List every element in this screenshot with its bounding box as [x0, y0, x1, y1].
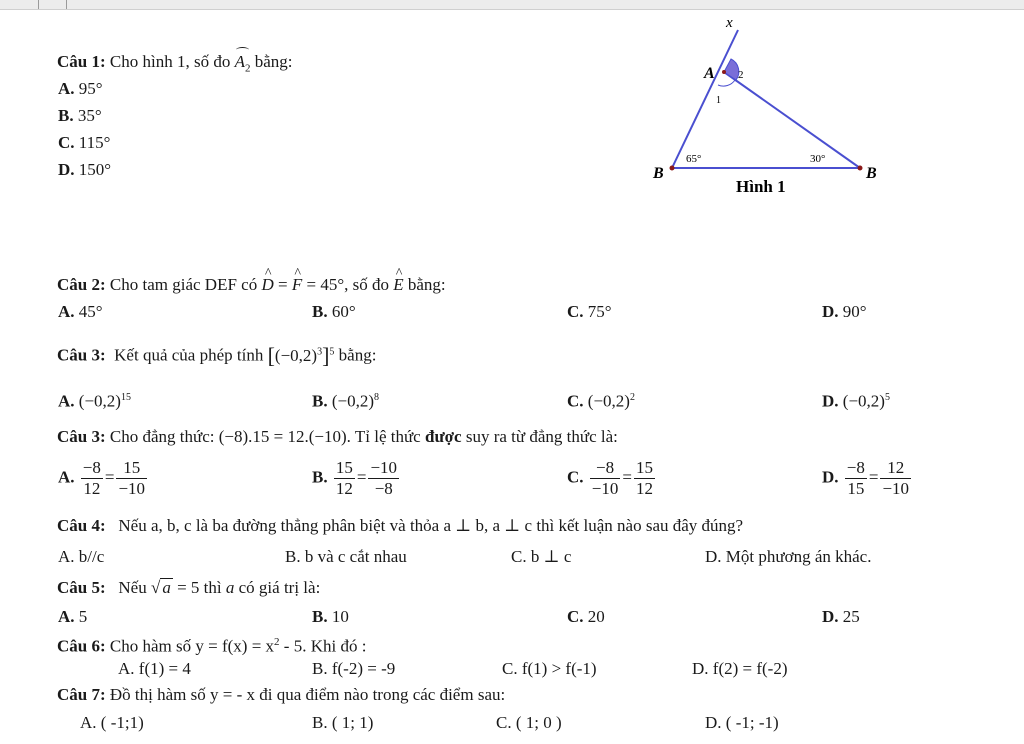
question-text: Cho tam giác DEF có [109, 275, 258, 294]
option-key: C. [567, 607, 584, 626]
option-base: (−0,2) [78, 391, 121, 411]
q1-option-b[interactable] [58, 106, 102, 126]
question-label: Câu 2: [57, 275, 106, 294]
label-65: 65° [686, 153, 702, 165]
q5-option-d[interactable] [822, 607, 860, 627]
outer-exponent: 5 [329, 346, 335, 357]
fraction [368, 458, 399, 499]
question-text-end: suy ra từ đẳng thức là: [465, 427, 618, 446]
numerator: −10 [370, 458, 398, 477]
q4-option-c[interactable] [511, 547, 571, 567]
angle-f: ^ F [292, 275, 302, 295]
question-2 [57, 275, 446, 295]
question-5 [57, 578, 320, 598]
radicand: a [162, 578, 171, 597]
numerator: −8 [82, 458, 101, 477]
option-key: D. [58, 160, 75, 179]
q6-option-d[interactable] [692, 659, 788, 679]
option-base: (−0,2) [331, 391, 375, 411]
option-value: B. f(-2) = -9 [312, 659, 396, 678]
q7-option-c[interactable] [496, 713, 562, 733]
option-exponent: 15 [120, 392, 131, 403]
option-key: D. [822, 467, 839, 487]
question-label: Câu 6: [57, 636, 106, 656]
top-toolbar-strip [0, 0, 1024, 10]
angle-2-marker [724, 59, 739, 80]
fraction [334, 458, 355, 499]
q3-option-a[interactable] [58, 388, 131, 412]
equation: (−8).15 = 12.(−10) [218, 427, 347, 446]
option-key: C. [567, 391, 584, 411]
square-root: √ a [150, 578, 171, 597]
angle-1-marker [718, 80, 735, 86]
option-key: D. [822, 607, 839, 626]
fraction [845, 458, 867, 499]
denominator: 12 [335, 479, 353, 498]
q5-option-c[interactable] [567, 607, 605, 627]
label-b-left: B [653, 165, 664, 182]
option-value: B. ( 1; 1) [312, 713, 374, 732]
denominator: −10 [591, 479, 619, 498]
question-text-mid: , số đo [344, 275, 389, 294]
point-a [722, 70, 726, 74]
option-value: 60° [331, 302, 356, 321]
q3-option-b[interactable] [312, 388, 379, 412]
numerator: −8 [590, 458, 621, 479]
angle-letter: A [234, 52, 245, 71]
question-text: Cho đẳng thức: [109, 427, 215, 446]
denominator: −10 [118, 479, 146, 498]
q4-option-b[interactable] [285, 547, 407, 567]
option-key: B. [312, 467, 328, 487]
ray-x [672, 30, 738, 168]
denominator: 15 [847, 479, 865, 498]
q3-option-d[interactable] [822, 388, 890, 412]
q3b-option-d[interactable]: D. $\frac{-8}{15}$ = $\frac{12}{-10}$ [822, 458, 910, 498]
q2-option-c[interactable] [567, 302, 612, 322]
angle-e: ^ E [393, 275, 403, 295]
question-text: Kết quả của phép tính [114, 345, 264, 365]
q2-option-a[interactable] [58, 302, 103, 322]
q6-option-b[interactable] [312, 659, 395, 679]
option-exponent: 2 [629, 392, 635, 403]
option-key: A. [58, 302, 75, 321]
option-key: D. [822, 302, 839, 321]
question-3b [57, 427, 618, 447]
power-base: (−0,2) [274, 345, 318, 365]
question-text: Cho hình 1, số đo [109, 52, 231, 71]
question-text-end: bằng: [407, 275, 446, 294]
question-text: Nếu a, b, c là ba đường thẳng phân biệt và thỏa a ⊥ b, a ⊥ c thì kết luận nào sau đây đúng? [118, 516, 744, 535]
variable: a [225, 578, 235, 597]
label-angle-2: 2 [738, 69, 744, 81]
option-value: 150° [78, 160, 112, 179]
question-text: Nếu [118, 578, 147, 597]
equation-text: = 5 thì [177, 578, 222, 597]
option-value: 25 [842, 607, 860, 626]
question-label: Câu 3: [57, 427, 106, 446]
q6-option-a[interactable] [118, 659, 191, 679]
triangle-figure [640, 10, 900, 200]
fraction [81, 458, 103, 499]
question-label: Câu 7: [57, 685, 106, 704]
denominator: 12 [83, 479, 101, 498]
question-text-end: có giá trị là: [238, 578, 321, 597]
option-key: B. [312, 607, 328, 626]
power-expression: $[(-0,2)^3]^5$ [267, 342, 335, 368]
option-value: A. ( -1;1) [80, 713, 144, 732]
q7-option-d[interactable] [705, 713, 779, 733]
denominator: 12 [635, 479, 653, 498]
option-value: 10 [331, 607, 349, 626]
q6-option-c[interactable] [502, 659, 597, 679]
label-a: A [704, 65, 715, 82]
q1-option-a[interactable] [58, 79, 103, 99]
fraction [590, 458, 621, 499]
option-key: C. [58, 133, 75, 152]
option-key: C. [567, 302, 584, 321]
question-text-end: bằng: [338, 345, 377, 365]
numerator: 15 [335, 458, 353, 477]
denominator: −8 [374, 479, 393, 498]
fraction [880, 458, 911, 499]
question-4 [57, 516, 743, 536]
q5-option-a[interactable] [58, 607, 87, 627]
option-value: A. f(1) = 4 [118, 659, 191, 678]
option-value: C. ( 1; 0 ) [496, 713, 562, 732]
q4-option-a[interactable] [58, 547, 104, 567]
option-value: C. f(1) > f(-1) [502, 659, 597, 678]
q2-option-b[interactable] [312, 302, 356, 322]
numerator: 15 [635, 458, 653, 477]
angle-d: ^ D [261, 275, 273, 295]
fraction [116, 458, 147, 499]
option-value: 90° [842, 302, 867, 321]
option-value: 45° [78, 302, 103, 321]
exponent: 2 [274, 636, 280, 648]
option-key: D. [822, 391, 839, 411]
option-value: 5 [78, 607, 88, 626]
question-label: Câu 4: [57, 516, 106, 535]
option-key: B. [58, 106, 74, 125]
option-key: A. [58, 391, 75, 411]
point-b-left [670, 166, 675, 171]
option-value: 75° [587, 302, 612, 321]
q3-option-c[interactable] [567, 388, 635, 412]
equals-sign: = [278, 275, 288, 294]
option-value: B. b và c cắt nhau [285, 547, 407, 566]
option-value: 35° [77, 106, 102, 125]
option-key: C. [567, 467, 584, 487]
option-value: 20 [587, 607, 605, 626]
label-30: 30° [810, 153, 826, 165]
option-exponent: 5 [884, 392, 890, 403]
inner-exponent: 3 [317, 346, 323, 357]
question-6 [57, 632, 366, 657]
option-exponent: 8 [374, 392, 380, 403]
q3b-option-a[interactable]: A. $\frac{-8}{12}$ = $\frac{15}{-10}$ [58, 458, 146, 498]
numerator: −8 [846, 458, 865, 477]
label-angle-1: 1 [716, 95, 721, 106]
denominator: −10 [882, 479, 910, 498]
question-text-end: - 5. Khi đó : [283, 636, 367, 656]
option-key: A. [58, 467, 75, 487]
angle-subscript: 2 [244, 62, 251, 75]
q1-option-d[interactable] [58, 160, 111, 180]
label-x: x [726, 15, 733, 31]
q5-option-b[interactable] [312, 607, 349, 627]
option-value: 115° [78, 133, 111, 152]
question-text: Cho hàm số y = f(x) = x [109, 636, 275, 656]
numerator: 15 [116, 458, 147, 479]
q3b-option-c[interactable]: C. $\frac{-8}{-10}$ = $\frac{15}{12}$ [567, 458, 653, 498]
q7-option-b[interactable] [312, 713, 373, 733]
q7-option-a[interactable] [80, 713, 144, 733]
option-key: B. [312, 302, 328, 321]
figure-caption: Hình 1 [736, 177, 786, 196]
question-3 [57, 342, 376, 366]
q3b-option-b[interactable]: B. $\frac{15}{12}$ = $\frac{-10}{-8}$ [312, 458, 398, 498]
option-key: B. [312, 391, 328, 411]
option-value: A. b//c [58, 547, 105, 566]
option-base: (−0,2) [842, 391, 885, 411]
q4-option-d[interactable] [705, 547, 871, 567]
question-text-bold: được [424, 427, 462, 446]
question-text-end: bằng: [254, 52, 293, 71]
question-text: Đồ thị hàm số y = - x đi qua điểm nào trong các điểm sau: [109, 685, 506, 704]
toolbar-divider [38, 0, 39, 9]
option-value: D. f(2) = f(-2) [692, 659, 788, 678]
question-7 [57, 685, 505, 705]
q1-option-c[interactable] [58, 133, 110, 153]
question-label: Câu 1: [57, 52, 106, 71]
point-b-right [858, 166, 863, 171]
option-value: C. b ⊥ c [511, 547, 572, 566]
option-value: 95° [78, 79, 103, 98]
question-1 [57, 52, 293, 78]
toolbar-divider [66, 0, 67, 9]
numerator: 12 [880, 458, 911, 479]
option-value: D. Một phương án khác. [705, 547, 872, 566]
angle-a2 [235, 52, 251, 78]
fraction [634, 458, 655, 499]
side-ab-right [724, 72, 860, 168]
question-label: Câu 5: [57, 578, 106, 597]
option-value: D. ( -1; -1) [705, 713, 779, 732]
option-key: A. [58, 607, 75, 626]
option-base: (−0,2) [587, 391, 630, 411]
q2-option-d[interactable] [822, 302, 867, 322]
option-key: A. [58, 79, 75, 98]
question-label: Câu 3: [57, 345, 106, 365]
label-b-right: B [866, 165, 877, 182]
equals-value: = 45° [306, 275, 345, 294]
question-text-mid: . Tỉ lệ thức [346, 427, 421, 446]
